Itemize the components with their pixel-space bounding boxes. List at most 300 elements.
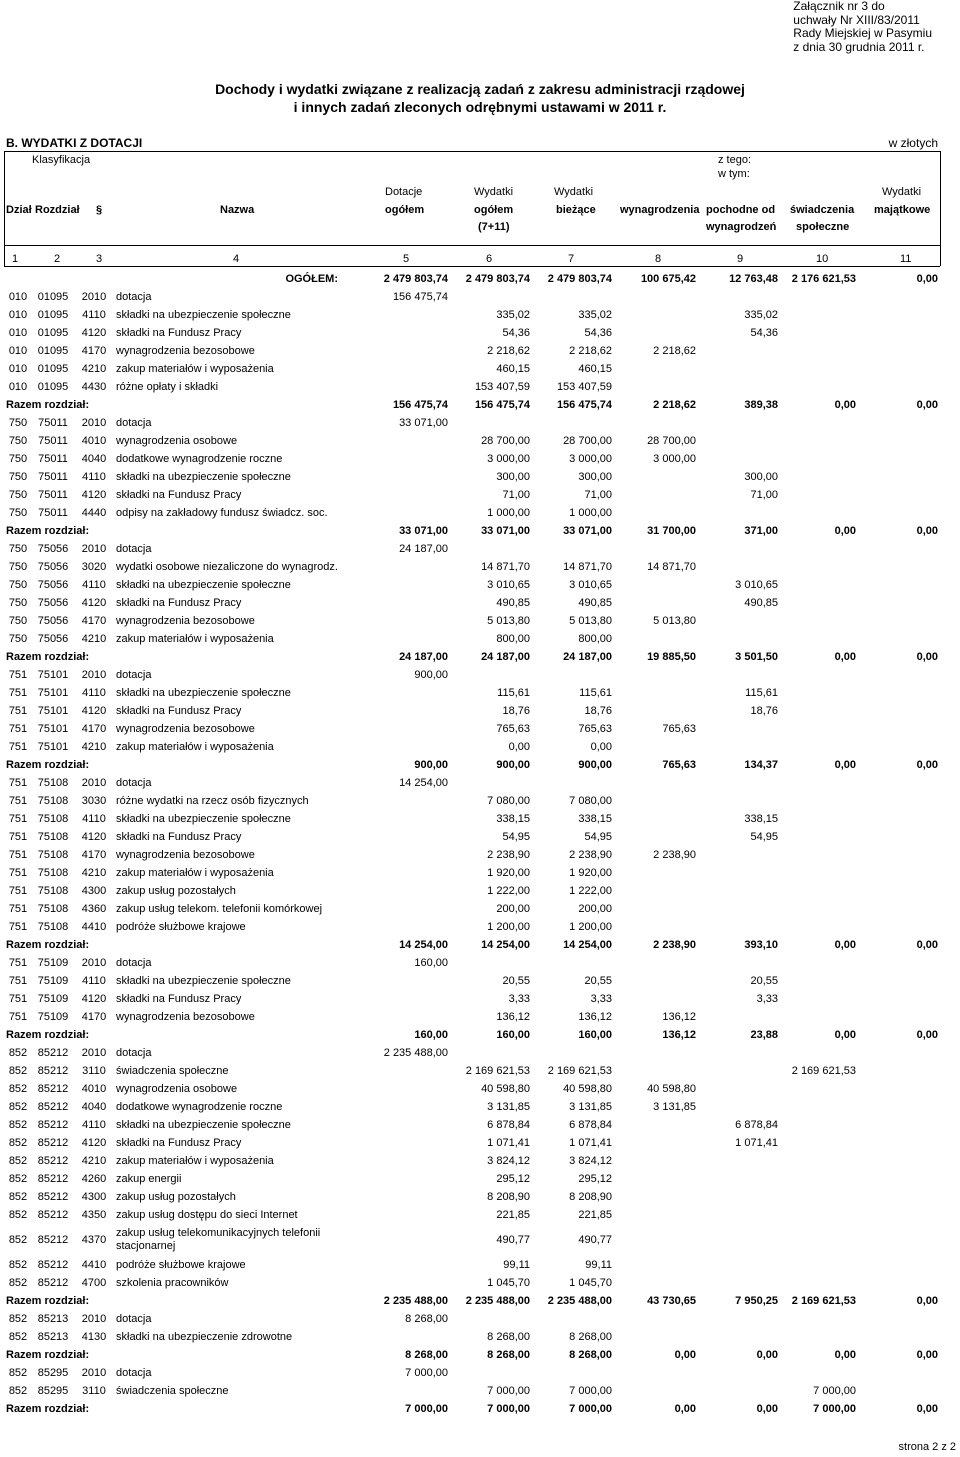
cell-rozdzial: 01095 [37, 363, 69, 375]
cell-dzial: 852 [8, 1173, 28, 1185]
cell-amount: 0,00 [916, 399, 938, 411]
cell-amount [780, 504, 858, 522]
cell-rozdzial: 75108 [37, 795, 69, 807]
cell-rozdzial: 85295 [37, 1367, 69, 1379]
cell-amount: 54,95 [584, 831, 612, 843]
cell-amount [698, 1328, 780, 1346]
cell-rozdzial: 85212 [37, 1047, 69, 1059]
cell-paragraph: 4110 [82, 687, 106, 699]
cell-paragraph: 4700 [81, 1277, 107, 1289]
cell-amount [858, 1062, 940, 1080]
subtotal-row [4, 1400, 940, 1418]
subtotal-label: Razem rozdział: [6, 939, 90, 951]
table-row [4, 792, 940, 810]
cell-amount: 71,00 [750, 489, 778, 501]
cell-amount [340, 828, 450, 846]
cell-dzial: 751 [8, 813, 28, 825]
cell-amount: 40 598,80 [563, 1083, 612, 1095]
cell-amount [698, 774, 780, 792]
cell-rozdzial: 75011 [38, 417, 68, 429]
cell-amount [340, 810, 450, 828]
cell-dzial: 751 [8, 921, 28, 933]
cell-rozdzial: 75108 [37, 885, 69, 897]
cell-amount: 8 268,00 [487, 1349, 530, 1361]
cell-amount [780, 972, 858, 990]
table-row [4, 1206, 940, 1224]
cell-amount [858, 504, 940, 522]
cell-amount [698, 342, 780, 360]
cell-dzial: 750 [8, 489, 28, 501]
cell-amount [858, 576, 940, 594]
cell-amount: 900,00 [496, 759, 530, 771]
cell-amount [858, 342, 940, 360]
cell-nazwa: składki na Fundusz Pracy [116, 993, 242, 1005]
cell-amount: 134,37 [744, 759, 778, 771]
cell-rozdzial: 75011 [38, 471, 68, 483]
cell-paragraph: 4170 [81, 1011, 107, 1023]
cell-amount [614, 900, 698, 918]
cell-amount [614, 594, 698, 612]
cell-amount: 33 071,00 [399, 417, 448, 429]
cell-rozdzial: 85212 [37, 1259, 69, 1271]
table-row [4, 1062, 940, 1080]
cell-amount: 2 218,62 [653, 399, 696, 411]
cell-amount [698, 882, 780, 900]
cell-amount: 0,00 [916, 939, 938, 951]
table-row [4, 612, 940, 630]
cell-amount: 71,00 [584, 489, 612, 501]
cell-rozdzial: 85212 [37, 1209, 69, 1221]
cell-amount [340, 1170, 450, 1188]
cell-amount [780, 666, 858, 684]
cell-amount: 0,00 [756, 1349, 778, 1361]
table-row [4, 864, 940, 882]
table-row [4, 1170, 940, 1188]
cell-rozdzial: 75108 [37, 831, 69, 843]
header-klasyfikacja: Klasyfikacja [32, 154, 91, 166]
cell-amount: 300,00 [744, 471, 778, 483]
col-number: 2 [54, 253, 61, 265]
subtotal-label: Razem rozdział: [6, 525, 90, 537]
col-number: 1 [12, 253, 19, 265]
cell-dzial: 750 [8, 579, 28, 591]
cell-amount [340, 360, 450, 378]
cell-rozdzial: 75108 [37, 813, 69, 825]
cell-amount [858, 666, 940, 684]
cell-paragraph: 4120 [81, 597, 107, 609]
cell-rozdzial: 85295 [37, 1385, 69, 1397]
cell-amount: 338,15 [496, 813, 530, 825]
cell-amount [340, 1080, 450, 1098]
cell-amount: 99,11 [585, 1259, 612, 1271]
cell-rozdzial: 85212 [37, 1101, 69, 1113]
cell-nazwa: składki na Fundusz Pracy [116, 705, 242, 717]
subtotal-label: Razem rozdział: [6, 1403, 90, 1415]
cell-rozdzial: 85213 [37, 1313, 69, 1325]
cell-amount [614, 882, 698, 900]
cell-rozdzial: 85212 [37, 1277, 69, 1289]
cell-amount [858, 1152, 940, 1170]
cell-amount [780, 486, 858, 504]
cell-rozdzial: 85212 [37, 1119, 69, 1131]
cell-amount [340, 612, 450, 630]
cell-nazwa: składki na Fundusz Pracy [116, 327, 242, 339]
cell-amount [450, 774, 532, 792]
cell-rozdzial: 75108 [37, 867, 69, 879]
cell-amount [780, 630, 858, 648]
cell-amount [698, 360, 780, 378]
cell-amount: 3 010,65 [569, 579, 612, 591]
cell-paragraph: 4170 [81, 849, 107, 861]
cell-amount: 300,00 [578, 471, 612, 483]
cell-amount: 335,02 [496, 309, 530, 321]
cell-rozdzial: 75108 [37, 903, 69, 915]
cell-dzial: 750 [8, 561, 28, 573]
cell-amount [858, 1256, 940, 1274]
cell-nazwa: dotacja [116, 291, 152, 303]
cell-amount [614, 1310, 698, 1328]
cell-amount [858, 1134, 940, 1152]
cell-amount: 393,10 [744, 939, 778, 951]
table-row [4, 1116, 940, 1134]
cell-nazwa: dotacja [116, 669, 152, 681]
cell-amount [614, 414, 698, 432]
cell-nazwa: zakup usług dostępu do sieci Internet [116, 1209, 298, 1221]
cell-amount [340, 378, 450, 396]
cell-nazwa: dotacja [116, 957, 152, 969]
cell-rozdzial: 85212 [37, 1083, 69, 1095]
cell-amount: 765,63 [662, 759, 696, 771]
cell-amount: 221,85 [578, 1209, 612, 1221]
cell-amount [858, 306, 940, 324]
cell-amount: 0,00 [916, 1295, 938, 1307]
cell-amount [858, 1080, 940, 1098]
cell-amount: 3,33 [756, 993, 778, 1005]
cell-paragraph: 2010 [81, 1047, 107, 1059]
cell-amount [780, 378, 858, 396]
cell-rozdzial: 85212 [37, 1065, 69, 1077]
cell-amount [340, 720, 450, 738]
cell-amount: 1 071,41 [569, 1137, 612, 1149]
cell-amount [780, 1080, 858, 1098]
subtotal-label: Razem rozdział: [6, 1349, 90, 1361]
cell-amount [614, 288, 698, 306]
table-row [4, 342, 940, 360]
col-number: 10 [816, 253, 829, 265]
cell-amount [780, 882, 858, 900]
cell-dzial: 852 [8, 1367, 28, 1379]
cell-dzial: 750 [8, 507, 28, 519]
subtotal-row [4, 522, 940, 540]
cell-nazwa: składki na ubezpieczenie społeczne [116, 579, 291, 591]
cell-paragraph: 2010 [81, 291, 107, 303]
cell-amount: 1 071,41 [487, 1137, 530, 1149]
cell-amount: 2 176 621,53 [791, 273, 856, 285]
cell-amount: 7 000,00 [405, 1403, 448, 1415]
page-number: strona 2 z 2 [898, 1441, 956, 1453]
cell-amount: 3 000,00 [487, 453, 530, 465]
table-row [4, 774, 940, 792]
cell-amount: 1 000,00 [569, 507, 612, 519]
header-z-tego: z tego: [718, 154, 752, 166]
cell-rozdzial: 75056 [37, 561, 69, 573]
cell-rozdzial: 75056 [37, 633, 69, 645]
cell-amount [340, 864, 450, 882]
cell-amount: 200,00 [496, 903, 530, 915]
cell-nazwa: dotacja [116, 1313, 152, 1325]
cell-amount: 153 407,59 [556, 381, 612, 393]
col-number: 9 [737, 253, 744, 265]
cell-amount [858, 1328, 940, 1346]
cell-amount: 1 200,00 [569, 921, 612, 933]
cell-amount [858, 828, 940, 846]
cell-rozdzial: 85213 [37, 1331, 69, 1343]
cell-dzial: 852 [8, 1155, 28, 1167]
cell-amount [780, 810, 858, 828]
cell-amount [698, 1062, 780, 1080]
header-paragraph: § [96, 204, 103, 216]
cell-amount: 8 268,00 [487, 1331, 530, 1343]
cell-amount [698, 720, 780, 738]
cell-amount [698, 1206, 780, 1224]
cell-amount: 3 131,85 [653, 1101, 696, 1113]
cell-amount: 2 238,90 [569, 849, 612, 861]
cell-nazwa: świadczenia społeczne [116, 1065, 229, 1077]
cell-amount [340, 558, 450, 576]
cell-nazwa: odpisy na zakładowy fundusz świadcz. soc. [116, 507, 328, 519]
cell-rozdzial: 75101 [37, 669, 69, 681]
table-row [4, 810, 940, 828]
cell-amount [780, 1364, 858, 1382]
cell-nazwa: składki na ubezpieczenie społeczne [116, 309, 291, 321]
cell-amount: 2 169 621,53 [547, 1065, 612, 1077]
cell-amount [858, 702, 940, 720]
cell-amount: 54,95 [750, 831, 778, 843]
cell-paragraph: 4120 [81, 993, 107, 1005]
cell-paragraph: 4010 [81, 435, 107, 447]
col-number: 3 [96, 253, 103, 265]
cell-paragraph: 2010 [81, 543, 107, 555]
cell-paragraph: 4410 [81, 921, 107, 933]
cell-amount [698, 1274, 780, 1292]
cell-amount: 14 254,00 [563, 939, 612, 951]
cell-amount: 156 475,74 [556, 399, 612, 411]
cell-amount: 8 268,00 [569, 1331, 612, 1343]
cell-amount [614, 1134, 698, 1152]
cell-amount [614, 468, 698, 486]
cell-amount: 14 871,70 [481, 561, 530, 573]
cell-paragraph: 4120 [81, 327, 107, 339]
cell-amount [858, 540, 940, 558]
cell-amount [858, 414, 940, 432]
cell-amount [698, 918, 780, 936]
cell-dzial: 751 [8, 903, 28, 915]
cell-paragraph: 4040 [81, 453, 107, 465]
cell-amount [340, 594, 450, 612]
cell-amount: 490,77 [578, 1233, 612, 1246]
header-biezace-label: bieżące [556, 204, 596, 216]
cell-amount [780, 684, 858, 702]
cell-nazwa: wynagrodzenia bezosobowe [116, 849, 255, 861]
cell-amount [698, 1098, 780, 1116]
cell-amount: 490,85 [496, 597, 530, 609]
cell-amount [340, 1328, 450, 1346]
cell-dzial: 751 [8, 975, 28, 987]
cell-amount: 2 218,62 [653, 345, 696, 357]
cell-amount [698, 1188, 780, 1206]
cell-amount [614, 972, 698, 990]
cell-amount: 115,61 [579, 687, 612, 699]
cell-rozdzial: 75108 [37, 921, 69, 933]
cell-amount [614, 1152, 698, 1170]
cell-nazwa: składki na Fundusz Pracy [116, 597, 242, 609]
cell-paragraph: 4210 [81, 633, 107, 645]
cell-paragraph: 4260 [81, 1173, 107, 1185]
cell-nazwa: składki na Fundusz Pracy [116, 1137, 242, 1149]
cell-amount [780, 828, 858, 846]
table-row [4, 846, 940, 864]
table-row [4, 594, 940, 612]
table-row [4, 1080, 940, 1098]
cell-amount: 8 208,90 [569, 1191, 612, 1203]
cell-dzial: 852 [8, 1065, 28, 1077]
cell-amount: 40 598,80 [647, 1083, 696, 1095]
cell-nazwa: składki na ubezpieczenie społeczne [116, 813, 291, 825]
cell-dzial: 010 [8, 309, 28, 321]
cell-amount [698, 846, 780, 864]
cell-amount [858, 360, 940, 378]
cell-dzial: 750 [8, 543, 28, 555]
cell-paragraph: 4370 [81, 1233, 107, 1246]
subtotal-label: Razem rozdział: [6, 759, 90, 771]
cell-nazwa: wydatki osobowe niezaliczone do wynagrodz. [116, 561, 338, 573]
cell-amount: 0,00 [916, 759, 938, 771]
cell-amount: 900,00 [414, 669, 448, 681]
cell-amount: 2 235 488,00 [465, 1295, 530, 1307]
cell-dzial: 852 [8, 1277, 28, 1289]
cell-amount [858, 720, 940, 738]
table-row [4, 1152, 940, 1170]
cell-amount [858, 1044, 940, 1062]
cell-dzial: 750 [8, 615, 28, 627]
header-nazwa: Nazwa [220, 204, 255, 216]
cell-amount: 0,00 [590, 741, 612, 753]
cell-nazwa: zakup materiałów i wyposażenia [116, 741, 274, 753]
cell-amount: 0,00 [834, 399, 856, 411]
cell-amount [340, 738, 450, 756]
cell-nazwa: dotacja [116, 777, 152, 789]
cell-amount: 3 501,50 [735, 651, 778, 663]
cell-rozdzial: 75011 [38, 489, 68, 501]
cell-amount [858, 558, 940, 576]
cell-amount: 2 169 621,53 [791, 1065, 856, 1077]
attachment-line: uchwały Nr XIII/83/2011 [793, 12, 920, 27]
header-dzial: Dział [6, 204, 32, 216]
cell-amount: 6 878,84 [735, 1119, 778, 1131]
cell-paragraph: 4110 [82, 975, 106, 987]
cell-amount: 0,00 [674, 1349, 696, 1361]
cell-amount [780, 1206, 858, 1224]
cell-amount [858, 630, 940, 648]
subtotal-row [4, 936, 940, 954]
cell-amount [614, 666, 698, 684]
cell-amount [698, 1170, 780, 1188]
cell-amount [450, 1310, 532, 1328]
table-row [4, 324, 940, 342]
cell-amount: 6 878,84 [487, 1119, 530, 1131]
cell-amount: 6 878,84 [569, 1119, 612, 1131]
cell-dzial: 010 [8, 345, 28, 357]
cell-amount: 2 238,90 [653, 939, 696, 951]
cell-amount [858, 738, 940, 756]
cell-amount: 20,55 [750, 975, 778, 987]
table-row [4, 1328, 940, 1346]
cell-amount: 20,55 [584, 975, 612, 987]
table-row [4, 378, 940, 396]
cell-amount: 1 222,00 [487, 885, 530, 897]
cell-dzial: 750 [8, 471, 28, 483]
cell-amount: 156 475,74 [392, 399, 448, 411]
cell-nazwa: składki na ubezpieczenie społeczne [116, 975, 291, 987]
header-wydatki-ogolem: ogółem [474, 204, 514, 216]
cell-nazwa: dodatkowe wynagrodzenie roczne [116, 453, 283, 465]
cell-amount [780, 342, 858, 360]
cell-amount: 460,15 [496, 363, 530, 375]
header-wydatki: Wydatki [474, 186, 514, 198]
cell-amount: 2 479 803,74 [547, 273, 612, 285]
cell-amount: 1 045,70 [487, 1277, 530, 1289]
cell-amount: 12 763,48 [729, 273, 778, 285]
cell-amount: 0,00 [916, 651, 938, 663]
cell-amount: 2 479 803,74 [465, 273, 530, 285]
header-swiadczenia-2: społeczne [796, 221, 850, 233]
cell-amount [450, 540, 532, 558]
total-label: OGÓŁEM: [285, 273, 338, 285]
cell-amount [780, 1310, 858, 1328]
cell-dzial: 751 [8, 831, 28, 843]
cell-amount: 0,00 [834, 651, 856, 663]
cell-dzial: 751 [8, 795, 28, 807]
cell-nazwa: wynagrodzenia osobowe [116, 435, 238, 447]
cell-amount: 54,36 [584, 327, 612, 339]
header-wydatki-formula: (7+11) [478, 221, 510, 233]
cell-amount [532, 1044, 614, 1062]
table-row [4, 828, 940, 846]
cell-amount: 8 268,00 [405, 1313, 448, 1325]
title-line: Dochody i wydatki związane z realizacją zadań z zakresu administracji rządowej [215, 81, 745, 97]
col-number: 7 [568, 253, 575, 265]
attachment-note [793, 0, 932, 54]
cell-dzial: 852 [8, 1259, 28, 1271]
cell-amount: 3,33 [508, 993, 530, 1005]
table-row [4, 1382, 940, 1400]
cell-amount: 800,00 [578, 633, 612, 645]
cell-paragraph: 4210 [81, 867, 107, 879]
cell-rozdzial: 01095 [37, 291, 69, 303]
cell-amount: 338,15 [578, 813, 612, 825]
cell-amount: 490,77 [496, 1233, 530, 1246]
cell-amount: 800,00 [496, 633, 530, 645]
cell-dzial: 751 [8, 669, 28, 681]
cell-amount: 7 950,25 [735, 1295, 778, 1307]
cell-amount [614, 1328, 698, 1346]
cell-amount: 136,12 [496, 1011, 530, 1023]
cell-amount: 389,38 [744, 399, 778, 411]
cell-paragraph: 4110 [82, 579, 106, 591]
cell-nazwa: zakup usług telekom. telefonii komórkowej [116, 903, 323, 915]
cell-rozdzial: 01095 [37, 381, 69, 393]
cell-dzial: 852 [8, 1331, 28, 1343]
